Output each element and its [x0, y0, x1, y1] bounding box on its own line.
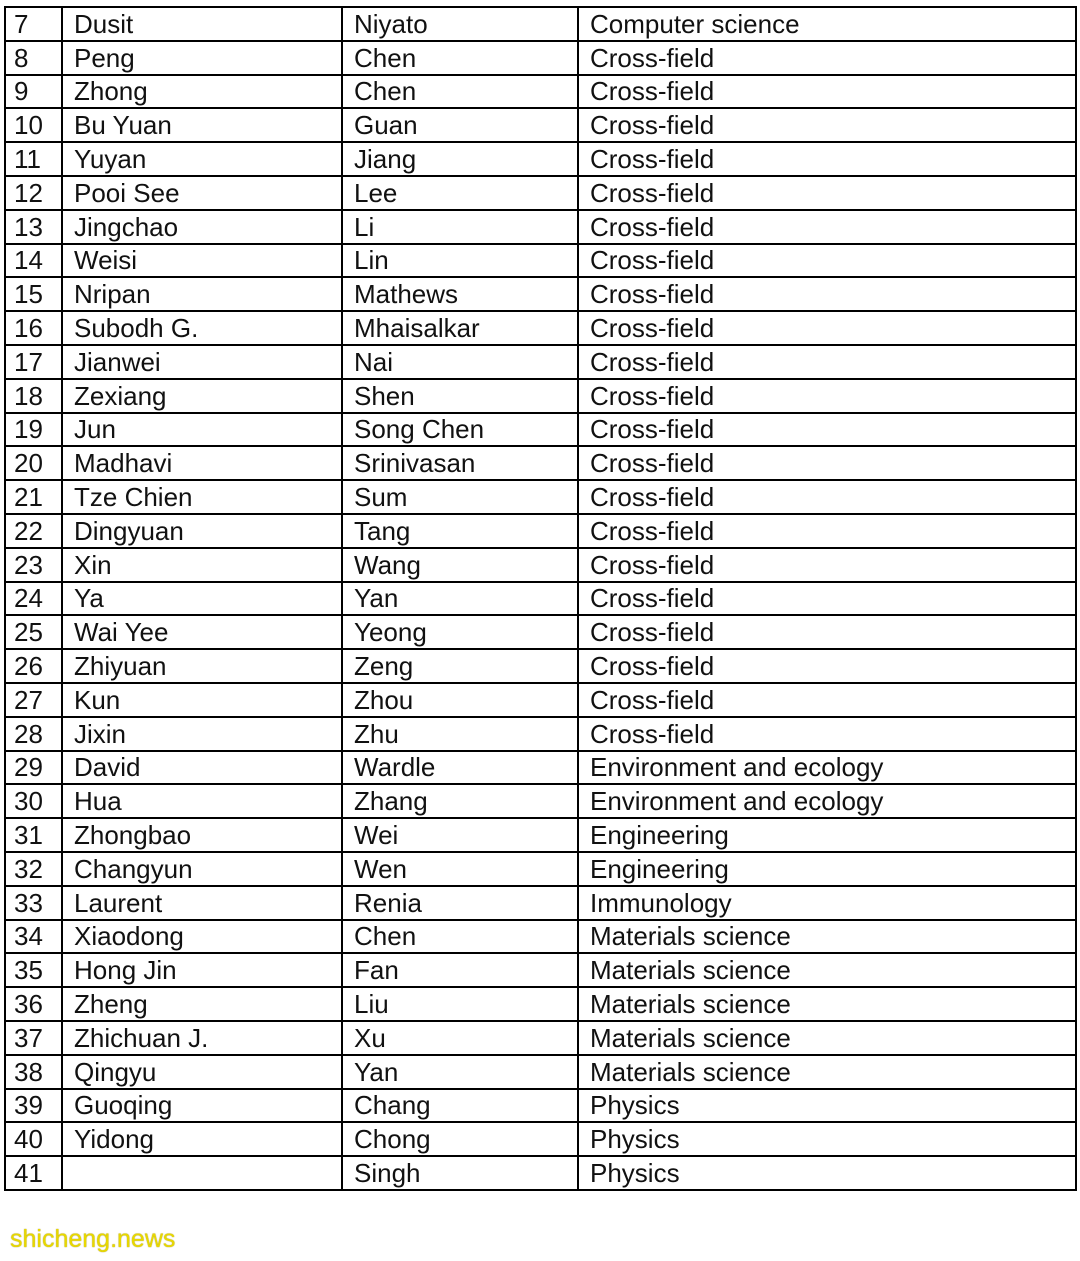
first-name-cell: Subodh G. [62, 311, 342, 345]
field-cell: Cross-field [578, 108, 1076, 142]
field-cell: Materials science [578, 920, 1076, 954]
field-cell: Cross-field [578, 210, 1076, 244]
field-cell: Cross-field [578, 582, 1076, 616]
first-name-cell: Xiaodong [62, 920, 342, 954]
row-number-cell: 33 [5, 886, 62, 920]
table-row [5, 1021, 1076, 1055]
field-cell: Engineering [578, 852, 1076, 886]
row-number-cell: 9 [5, 75, 62, 109]
field-cell: Cross-field [578, 717, 1076, 751]
last-name-cell: Yeong [342, 615, 578, 649]
table-row [5, 818, 1076, 852]
last-name-cell: Zhu [342, 717, 578, 751]
row-number-cell: 12 [5, 176, 62, 210]
row-number-cell: 24 [5, 582, 62, 616]
field-cell: Cross-field [578, 446, 1076, 480]
last-name-cell: Fan [342, 953, 578, 987]
first-name-cell: Jixin [62, 717, 342, 751]
first-name-cell: Peng [62, 41, 342, 75]
table-row [5, 886, 1076, 920]
row-number-cell: 32 [5, 852, 62, 886]
last-name-cell: Mhaisalkar [342, 311, 578, 345]
table-row [5, 41, 1076, 75]
row-number-cell: 23 [5, 548, 62, 582]
field-cell: Cross-field [578, 548, 1076, 582]
field-cell: Cross-field [578, 345, 1076, 379]
table-row [5, 514, 1076, 548]
last-name-cell: Liu [342, 987, 578, 1021]
researcher-table-container [4, 6, 1075, 1191]
table-row [5, 615, 1076, 649]
field-cell: Cross-field [578, 649, 1076, 683]
table-row [5, 210, 1076, 244]
row-number-cell: 19 [5, 413, 62, 447]
field-cell: Cross-field [578, 379, 1076, 413]
last-name-cell: Yan [342, 1055, 578, 1089]
table-row [5, 75, 1076, 109]
table-row [5, 751, 1076, 785]
field-cell: Physics [578, 1089, 1076, 1123]
last-name-cell: Chen [342, 75, 578, 109]
field-cell: Cross-field [578, 683, 1076, 717]
first-name-cell: Zhong [62, 75, 342, 109]
first-name-cell: Changyun [62, 852, 342, 886]
row-number-cell: 31 [5, 818, 62, 852]
table-row [5, 1122, 1076, 1156]
first-name-cell: Kun [62, 683, 342, 717]
field-cell: Cross-field [578, 480, 1076, 514]
last-name-cell: Tang [342, 514, 578, 548]
table-row [5, 277, 1076, 311]
first-name-cell: Laurent [62, 886, 342, 920]
last-name-cell: Niyato [342, 7, 578, 41]
row-number-cell: 22 [5, 514, 62, 548]
last-name-cell: Singh [342, 1156, 578, 1190]
last-name-cell: Chen [342, 920, 578, 954]
first-name-cell: Zhongbao [62, 818, 342, 852]
first-name-cell: Hua [62, 784, 342, 818]
table-row [5, 548, 1076, 582]
table-row [5, 244, 1076, 278]
row-number-cell: 10 [5, 108, 62, 142]
row-number-cell: 14 [5, 244, 62, 278]
table-row [5, 1156, 1076, 1190]
first-name-cell: Jingchao [62, 210, 342, 244]
field-cell: Physics [578, 1156, 1076, 1190]
table-row [5, 582, 1076, 616]
row-number-cell: 26 [5, 649, 62, 683]
table-row [5, 446, 1076, 480]
last-name-cell: Chang [342, 1089, 578, 1123]
last-name-cell: Wen [342, 852, 578, 886]
first-name-cell: Zhiyuan [62, 649, 342, 683]
first-name-cell: Jun [62, 413, 342, 447]
first-name-cell: Weisi [62, 244, 342, 278]
last-name-cell: Jiang [342, 142, 578, 176]
field-cell: Computer science [578, 7, 1076, 41]
table-row [5, 379, 1076, 413]
last-name-cell: Song Chen [342, 413, 578, 447]
last-name-cell: Yan [342, 582, 578, 616]
table-body [5, 7, 1076, 1190]
row-number-cell: 30 [5, 784, 62, 818]
first-name-cell: Yidong [62, 1122, 342, 1156]
first-name-cell: Dusit [62, 7, 342, 41]
row-number-cell: 13 [5, 210, 62, 244]
first-name-cell: Dingyuan [62, 514, 342, 548]
first-name-cell: Zexiang [62, 379, 342, 413]
field-cell: Environment and ecology [578, 784, 1076, 818]
first-name-cell: Jianwei [62, 345, 342, 379]
first-name-cell: Yuyan [62, 142, 342, 176]
row-number-cell: 39 [5, 1089, 62, 1123]
table-row [5, 784, 1076, 818]
field-cell: Cross-field [578, 311, 1076, 345]
row-number-cell: 38 [5, 1055, 62, 1089]
field-cell: Materials science [578, 1021, 1076, 1055]
row-number-cell: 20 [5, 446, 62, 480]
table-row [5, 852, 1076, 886]
first-name-cell: Madhavi [62, 446, 342, 480]
first-name-cell [62, 1156, 342, 1190]
row-number-cell: 18 [5, 379, 62, 413]
field-cell: Physics [578, 1122, 1076, 1156]
field-cell: Immunology [578, 886, 1076, 920]
field-cell: Cross-field [578, 413, 1076, 447]
last-name-cell: Chen [342, 41, 578, 75]
last-name-cell: Zhou [342, 683, 578, 717]
first-name-cell: Zhichuan J. [62, 1021, 342, 1055]
table-row [5, 108, 1076, 142]
first-name-cell: Xin [62, 548, 342, 582]
field-cell: Cross-field [578, 615, 1076, 649]
last-name-cell: Mathews [342, 277, 578, 311]
row-number-cell: 7 [5, 7, 62, 41]
row-number-cell: 40 [5, 1122, 62, 1156]
last-name-cell: Renia [342, 886, 578, 920]
table-row [5, 683, 1076, 717]
row-number-cell: 15 [5, 277, 62, 311]
field-cell: Cross-field [578, 176, 1076, 210]
table-row [5, 480, 1076, 514]
row-number-cell: 37 [5, 1021, 62, 1055]
first-name-cell: David [62, 751, 342, 785]
first-name-cell: Ya [62, 582, 342, 616]
table-row [5, 649, 1076, 683]
last-name-cell: Xu [342, 1021, 578, 1055]
field-cell: Materials science [578, 1055, 1076, 1089]
row-number-cell: 25 [5, 615, 62, 649]
row-number-cell: 8 [5, 41, 62, 75]
first-name-cell: Tze Chien [62, 480, 342, 514]
table-row [5, 987, 1076, 1021]
row-number-cell: 21 [5, 480, 62, 514]
last-name-cell: Wardle [342, 751, 578, 785]
first-name-cell: Hong Jin [62, 953, 342, 987]
field-cell: Cross-field [578, 75, 1076, 109]
table-row [5, 413, 1076, 447]
first-name-cell: Pooi See [62, 176, 342, 210]
field-cell: Materials science [578, 953, 1076, 987]
watermark-text: shicheng.news [10, 1225, 176, 1253]
first-name-cell: Bu Yuan [62, 108, 342, 142]
field-cell: Cross-field [578, 244, 1076, 278]
table-row [5, 920, 1076, 954]
first-name-cell: Nripan [62, 277, 342, 311]
table-row [5, 7, 1076, 41]
field-cell: Cross-field [578, 142, 1076, 176]
row-number-cell: 34 [5, 920, 62, 954]
row-number-cell: 35 [5, 953, 62, 987]
first-name-cell: Wai Yee [62, 615, 342, 649]
first-name-cell: Qingyu [62, 1055, 342, 1089]
table-row [5, 1089, 1076, 1123]
last-name-cell: Shen [342, 379, 578, 413]
table-row [5, 953, 1076, 987]
last-name-cell: Srinivasan [342, 446, 578, 480]
last-name-cell: Wei [342, 818, 578, 852]
field-cell: Materials science [578, 987, 1076, 1021]
last-name-cell: Nai [342, 345, 578, 379]
last-name-cell: Li [342, 210, 578, 244]
table-row [5, 1055, 1076, 1089]
table-row [5, 717, 1076, 751]
table-row [5, 311, 1076, 345]
row-number-cell: 11 [5, 142, 62, 176]
table-row [5, 142, 1076, 176]
row-number-cell: 17 [5, 345, 62, 379]
last-name-cell: Lee [342, 176, 578, 210]
last-name-cell: Lin [342, 244, 578, 278]
row-number-cell: 29 [5, 751, 62, 785]
table-row [5, 345, 1076, 379]
last-name-cell: Sum [342, 480, 578, 514]
field-cell: Environment and ecology [578, 751, 1076, 785]
last-name-cell: Wang [342, 548, 578, 582]
last-name-cell: Zhang [342, 784, 578, 818]
field-cell: Engineering [578, 818, 1076, 852]
researcher-table [4, 6, 1077, 1191]
row-number-cell: 28 [5, 717, 62, 751]
row-number-cell: 16 [5, 311, 62, 345]
table-row [5, 176, 1076, 210]
first-name-cell: Zheng [62, 987, 342, 1021]
first-name-cell: Guoqing [62, 1089, 342, 1123]
last-name-cell: Chong [342, 1122, 578, 1156]
field-cell: Cross-field [578, 514, 1076, 548]
row-number-cell: 41 [5, 1156, 62, 1190]
field-cell: Cross-field [578, 41, 1076, 75]
field-cell: Cross-field [578, 277, 1076, 311]
last-name-cell: Zeng [342, 649, 578, 683]
last-name-cell: Guan [342, 108, 578, 142]
row-number-cell: 36 [5, 987, 62, 1021]
row-number-cell: 27 [5, 683, 62, 717]
